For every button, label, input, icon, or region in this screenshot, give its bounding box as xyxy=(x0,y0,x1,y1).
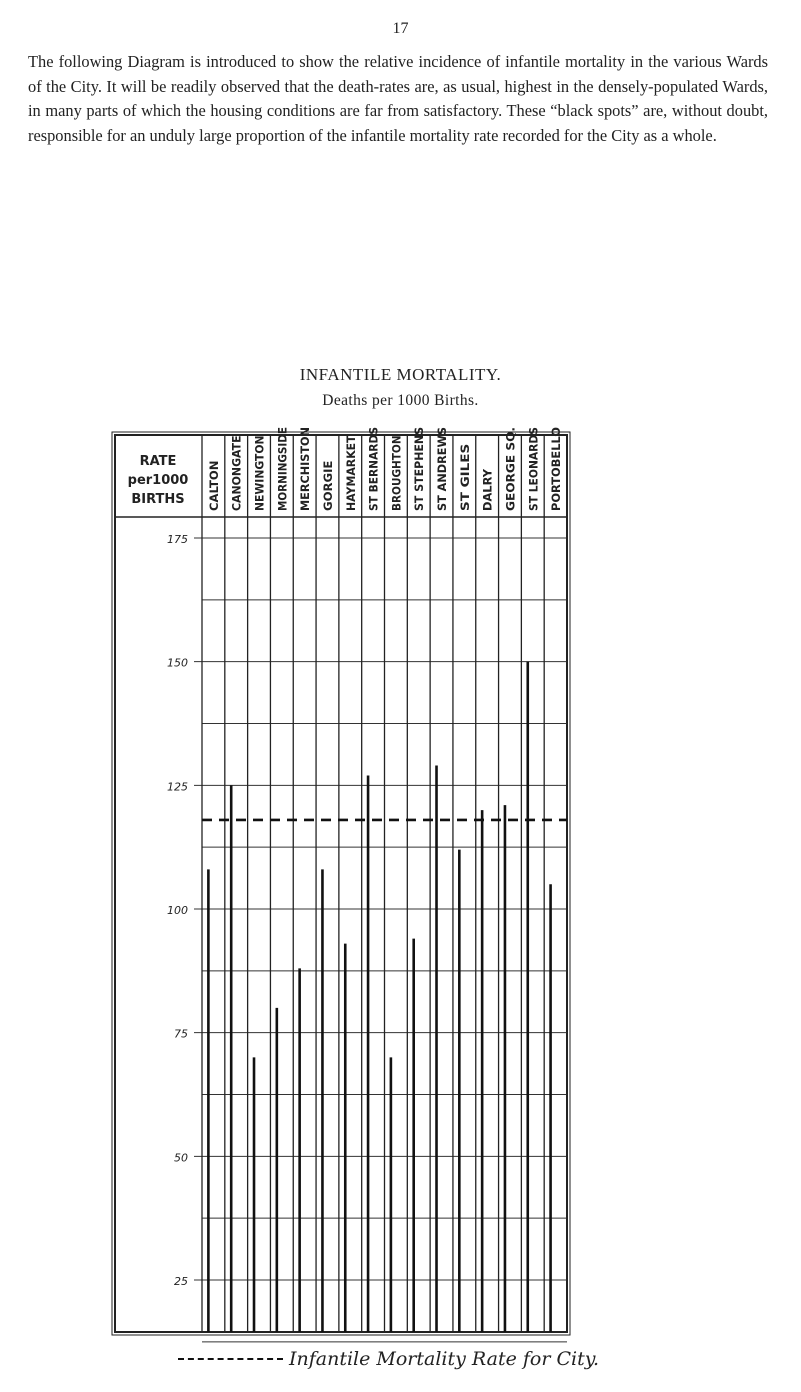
ward-label: MERCHISTON xyxy=(298,424,313,511)
ward-label: GEORGE SQ. xyxy=(503,431,518,511)
y-tick-label: 75 xyxy=(174,1027,188,1041)
y-axis-label-line: BIRTHS xyxy=(131,492,185,507)
ward-label: ST BERNARDS xyxy=(366,420,381,511)
ward-label: GORGIE xyxy=(320,461,335,511)
y-tick-label: 50 xyxy=(174,1151,188,1165)
y-tick-label: 25 xyxy=(174,1275,188,1288)
y-tick-label: 150 xyxy=(167,656,188,670)
chart-frame-outer xyxy=(112,427,570,1335)
y-axis-label-line: RATE xyxy=(139,454,177,469)
chart-legend xyxy=(283,1348,599,1370)
ward-label: ST ANDREWS xyxy=(435,425,450,511)
ward-label: CANONGATE xyxy=(229,431,244,511)
y-tick-label: 125 xyxy=(167,780,188,794)
y-tick-label: 175 xyxy=(167,533,188,546)
legend-city-rate-label: Infantile Mortality Rate for City. xyxy=(289,1348,599,1370)
ward-label: PORTOBELLO xyxy=(549,426,564,511)
ward-label: HAYMARKET xyxy=(343,431,358,511)
intro-paragraph: The following Diagram is introduced to show the relative incidence of infantile mortality in the various Wards of the City. It will be readily observed that the death-rates are, as usual, highest in the densely-populated Wards, in many parts of which the housing conditions are far from satisfactory. These “black spots” are, without doubt, responsible for an unduly large proportion of the infantile mortality rate recorded for the City as a whole. xyxy=(28,52,768,145)
ward-label: BROUGHTON xyxy=(389,427,404,511)
legend-city-rate-line xyxy=(178,1358,283,1360)
ward-label: MORNINGSIDE xyxy=(275,417,290,511)
page-number: 17 xyxy=(392,20,409,37)
ward-label: CALTON xyxy=(206,460,221,511)
ward-label: DALRY xyxy=(480,468,495,511)
ward-label: ST GILES xyxy=(457,453,472,511)
y-tick-label: 100 xyxy=(167,904,188,917)
ward-label: ST LEONARDS xyxy=(526,420,541,511)
chart-subtitle: Deaths per 1000 Births. xyxy=(322,392,479,409)
chart-title: INFANTILE MORTALITY. xyxy=(299,365,502,384)
ward-label: ST STEPHENS xyxy=(412,423,427,511)
ward-label: NEWINGTON xyxy=(252,430,267,511)
y-axis-label-line: per1000 xyxy=(127,473,189,488)
